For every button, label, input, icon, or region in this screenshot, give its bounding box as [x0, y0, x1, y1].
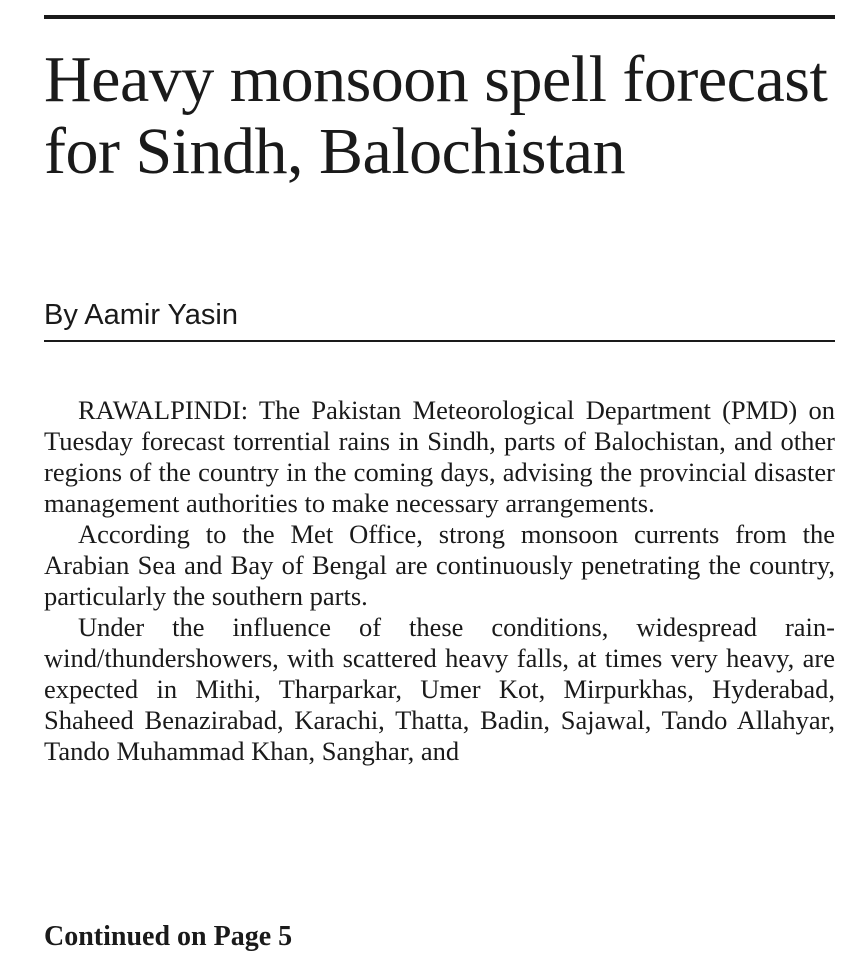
news-article — [44, 0, 835, 976]
article-paragraph: Under the influence of these conditions, widespread rain-wind/thundershowers, with scattered heavy falls, at times very heavy, are expected in Mithi, Tharparkar, Umer Kot, Mirpurkhas, Hyderabad, Shaheed Benazirabad, Karachi, Thatta, Badin, Sajawal, Tando Allahyar, Tando Muhammad Khan, Sanghar, and — [44, 612, 835, 766]
article-body — [44, 395, 835, 767]
byline-rule — [44, 340, 835, 342]
headline: Heavy monsoon spell forecast for Sindh, Balochistan — [44, 43, 828, 188]
article-paragraph: According to the Met Office, strong monsoon currents from the Arabian Sea and Bay of Bengal are continuously penetrating the country, particularly the southern parts. — [44, 519, 835, 611]
top-rule — [44, 15, 835, 19]
continued-notice: Continued on Page 5 — [44, 921, 293, 952]
byline: By Aamir Yasin — [44, 299, 238, 331]
article-paragraph: RAWALPINDI: The Pakistan Meteorological Department (PMD) on Tuesday forecast torrential rains in Sindh, parts of Balochistan, and other regions of the country in the coming days, advising the provincial disaster management authorities to make necessary arrangements. — [44, 395, 835, 518]
